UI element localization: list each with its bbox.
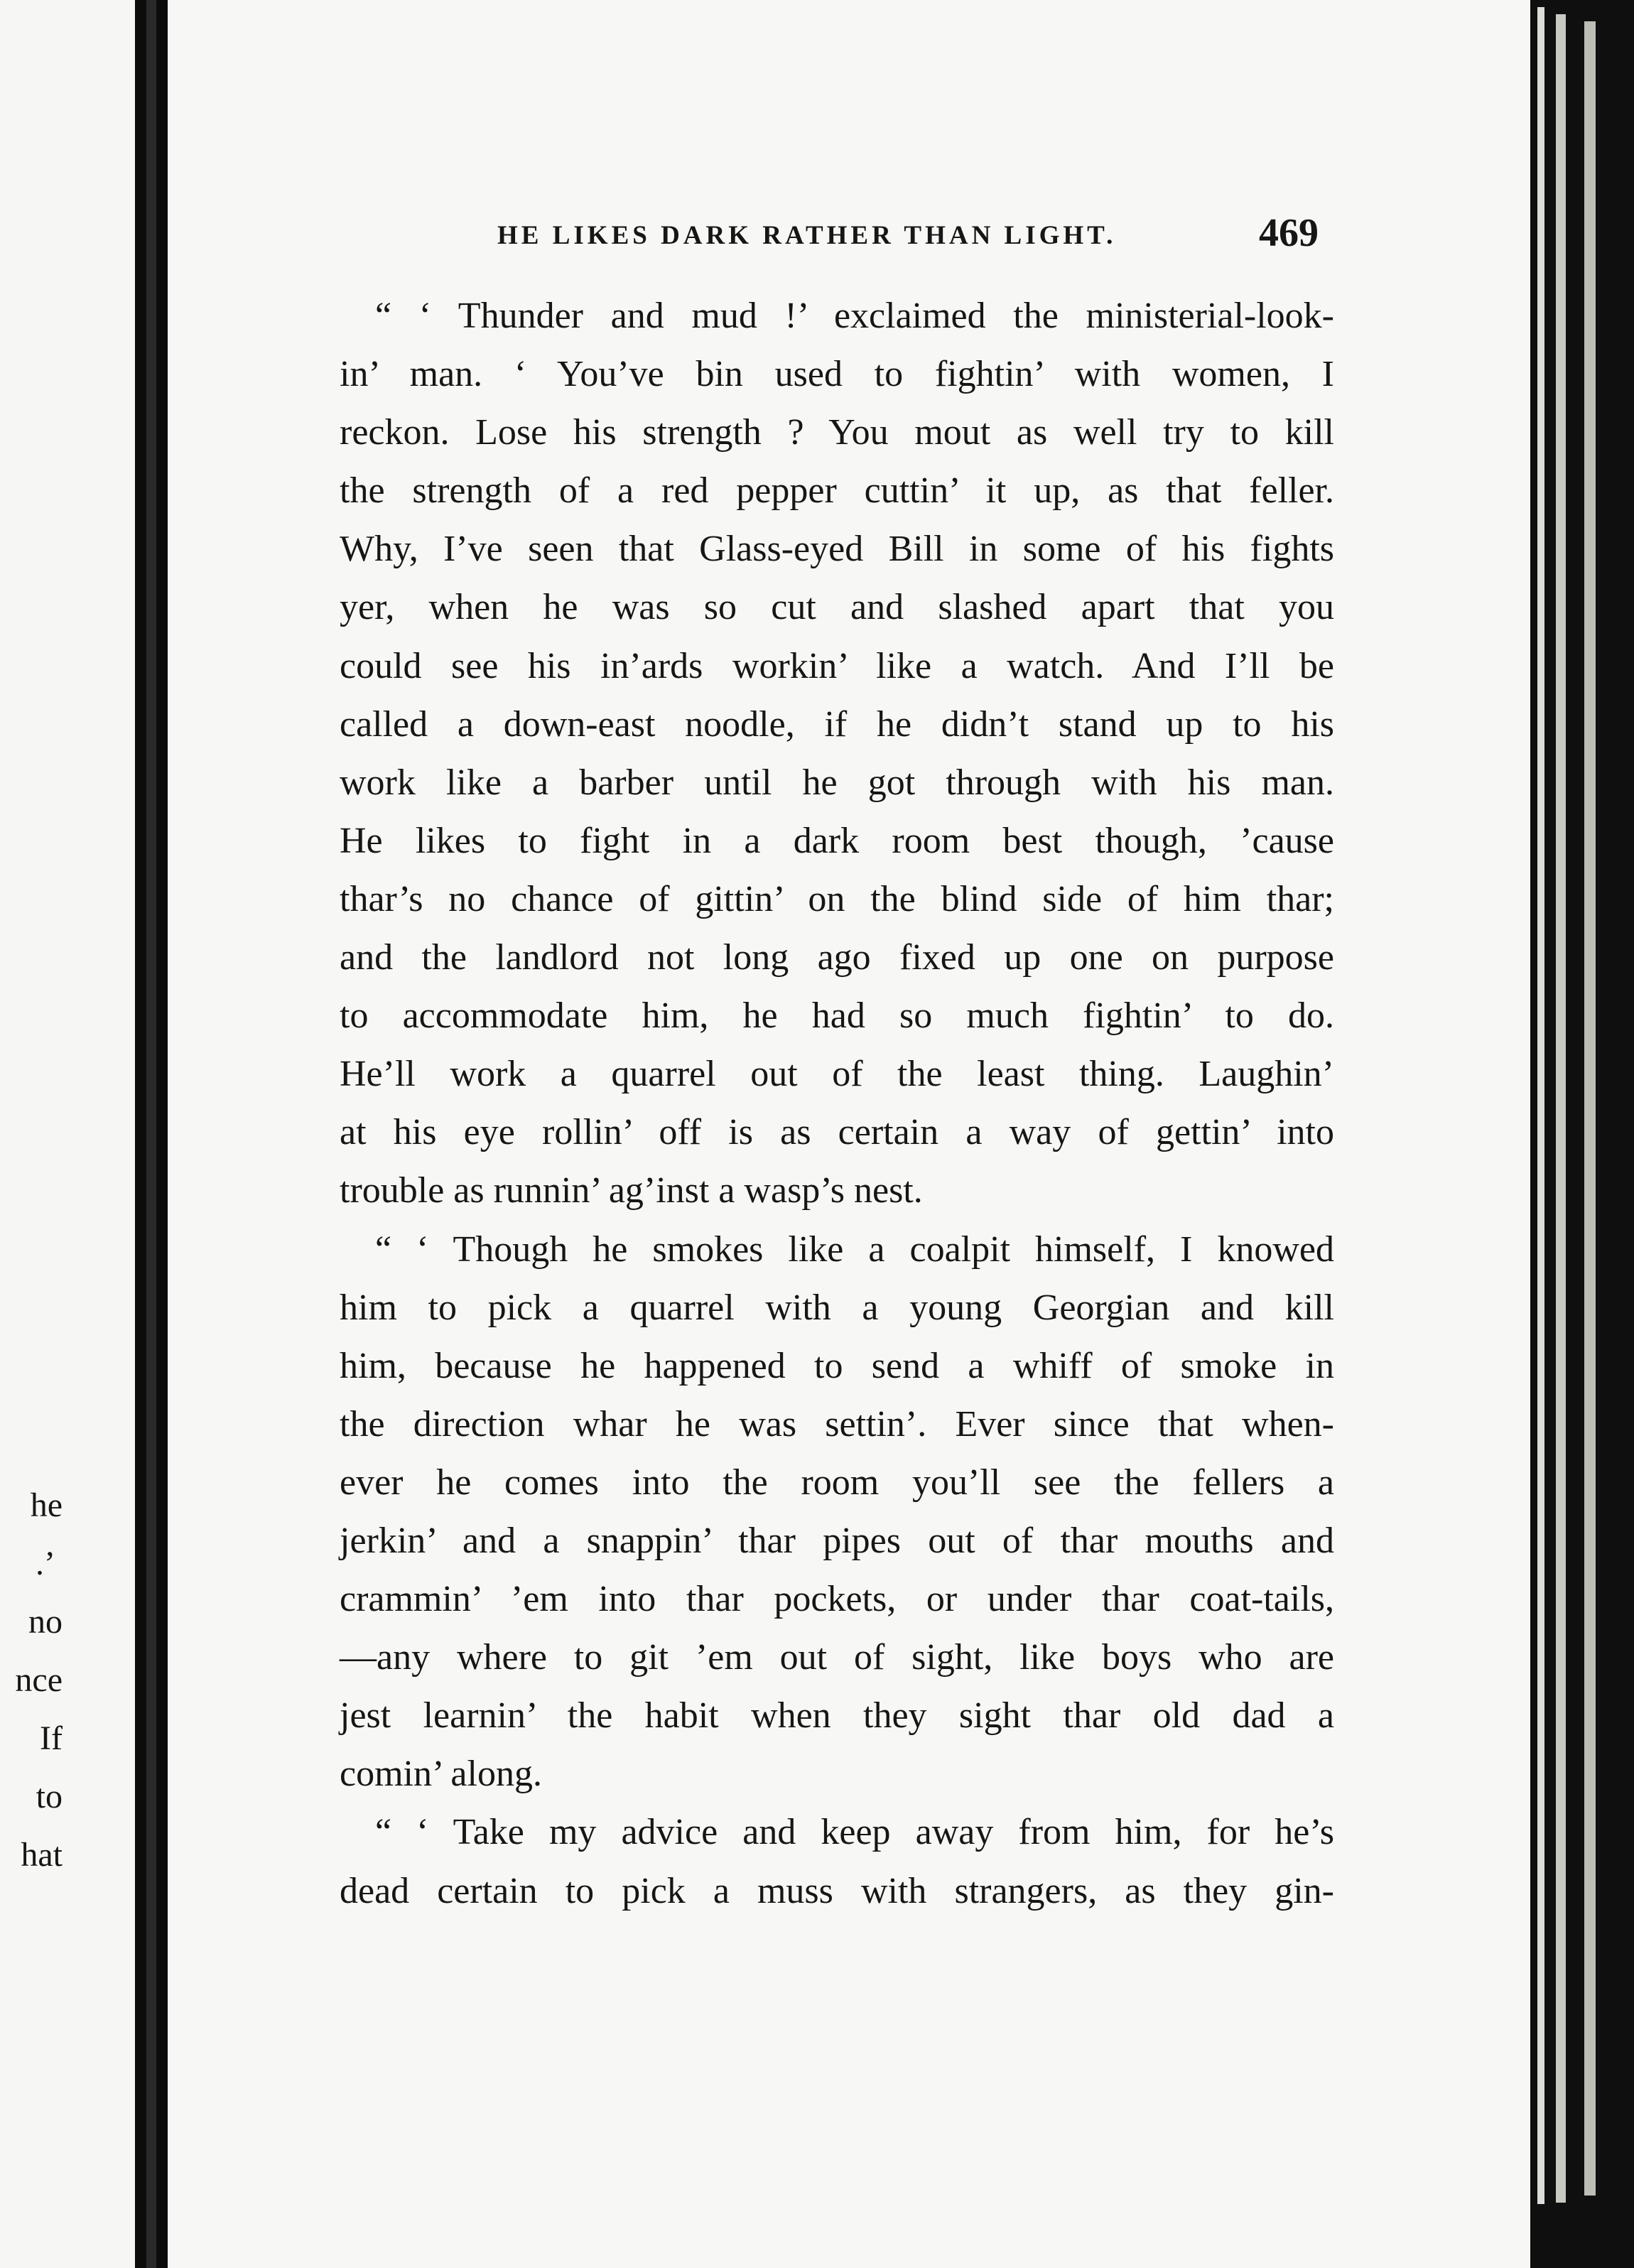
text-line: could see his in’ards workin’ like a watch. And I’ll be: [340, 645, 1334, 686]
text-line: “ ‘ Thunder and mud !’ exclaimed the ministerial-look-: [375, 296, 1334, 336]
text-line: in’ man. ‘ You’ve bin used to fightin’ with women, I: [340, 354, 1334, 395]
running-head: [327, 210, 1321, 267]
text-line: thar’s no chance of gittin’ on the blind side of him thar;: [340, 878, 1334, 919]
text-line: jerkin’ and a snappin’ thar pipes out of thar mouths and: [340, 1520, 1334, 1561]
text-line: jest learnin’ the habit when they sight thar old dad a: [340, 1695, 1334, 1737]
text-line: him to pick a quarrel with a young Georgian and kill: [340, 1287, 1334, 1328]
text-line: the strength of a red pepper cuttin’ it up, as that feller.: [340, 470, 1334, 512]
text-line: work like a barber until he got through with his man.: [340, 762, 1334, 803]
text-line: yer, when he was so cut and slashed apart that you: [340, 587, 1334, 628]
page-edge: [1584, 21, 1596, 2196]
text-line: “ ‘ Though he smokes like a coalpit himself, I knowed: [375, 1228, 1334, 1270]
text-line: “ ‘ Take my advice and keep away from him, for he’s: [375, 1812, 1334, 1853]
text-line: called a down-east noodle, if he didn’t stand up to his: [340, 703, 1334, 745]
text-line: at his eye rollin’ off is as certain a way of gettin’ into: [340, 1112, 1334, 1153]
page-edges: [1530, 0, 1634, 2268]
text-line: the direction whar he was settin’. Ever since that when-: [340, 1403, 1334, 1444]
page-number: 469: [1259, 211, 1319, 255]
facing-page-line: If: [40, 1719, 63, 1757]
text-line: comin’ along.: [340, 1754, 542, 1795]
page-edge: [1537, 7, 1544, 2204]
facing-page: [0, 0, 135, 2268]
facing-page-line: .’: [36, 1545, 55, 1582]
facing-page-line: to: [36, 1778, 63, 1815]
text-line: ever he comes into the room you’ll see the fellers a: [340, 1462, 1334, 1503]
text-line: reckon. Lose his strength ? You mout as well try to kill: [340, 412, 1334, 453]
text-line: Why, I’ve seen that Glass-eyed Bill in some of his fights: [340, 529, 1334, 570]
text-line: crammin’ ’em into thar pockets, or under thar coat-tails,: [340, 1579, 1334, 1620]
facing-page-line: nce: [15, 1661, 63, 1699]
text-line: —any where to git ’em out of sight, like boys who are: [340, 1637, 1334, 1678]
text-line: trouble as runnin’ ag’inst a wasp’s nest.: [340, 1170, 923, 1211]
text-line: to accommodate him, he had so much fightin’ to do.: [340, 995, 1334, 1037]
facing-page-line: no: [28, 1603, 63, 1641]
text-line: He likes to fight in a dark room best though, ’cause: [340, 820, 1334, 861]
page-edge: [1556, 14, 1566, 2203]
text-line: him, because he happened to send a whiff of smoke in: [340, 1345, 1334, 1386]
text-line: dead certain to pick a muss with strangers, as they gin-: [340, 1870, 1334, 1911]
facing-page-text: [0, 1476, 135, 1884]
facing-page-line: hat: [21, 1836, 63, 1874]
body-text: [340, 287, 1334, 1921]
text-line: He’ll work a quarrel out of the least thing. Laughin’: [340, 1054, 1334, 1095]
running-head-title: HE LIKES DARK RATHER THAN LIGHT.: [497, 221, 1117, 250]
text-line: and the landlord not long ago fixed up one on purpose: [340, 937, 1334, 978]
gutter-shadow: [146, 0, 156, 2268]
facing-page-line: he: [30, 1486, 63, 1524]
